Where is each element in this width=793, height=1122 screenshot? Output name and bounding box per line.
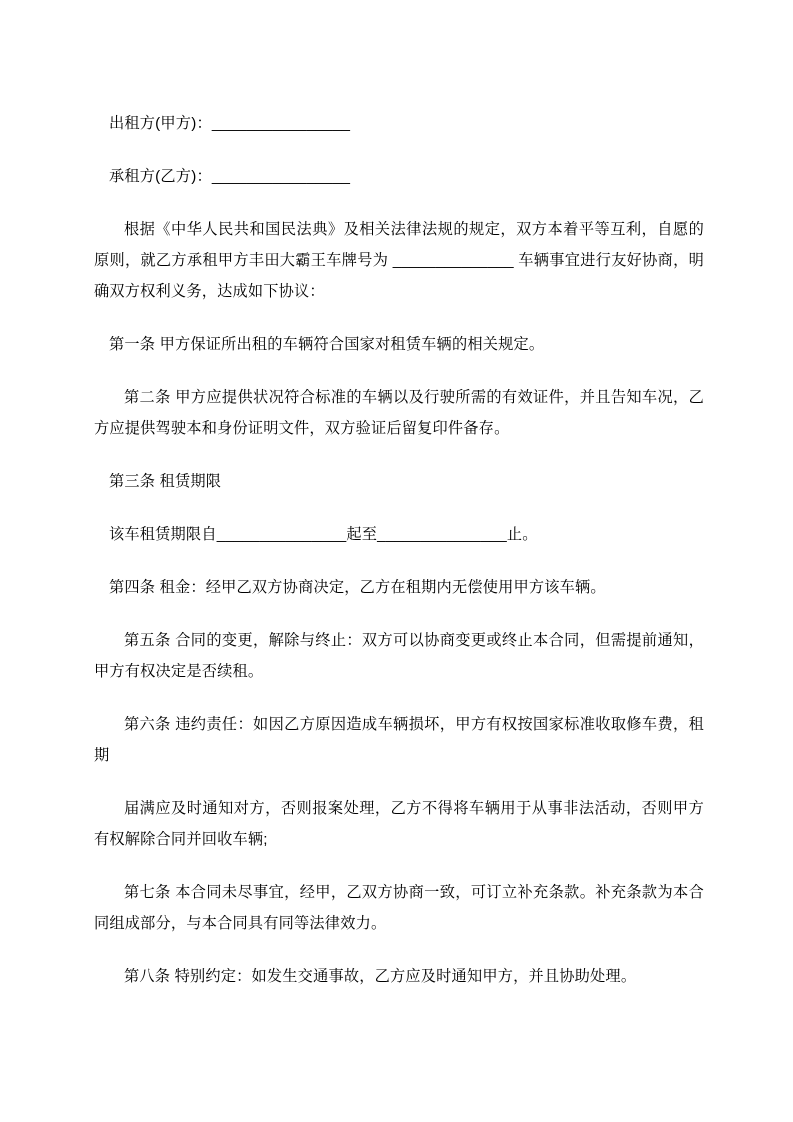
paragraph-article-4: 第四条 租金：经甲乙双方协商决定，乙方在租期内无偿使用甲方该车辆。 [109, 579, 606, 596]
paragraph-article-2: 第二条 甲方应提供状况符合标准的车辆以及行驶所需的有效证件，并且告知车况，乙方应提供驾驶本和身份证明文件，双方验证后留复印件备存。 [94, 389, 704, 437]
document-body [94, 108, 704, 1014]
paragraph-preamble: 根据《中华人民共和国民法典》及相关法律法规的规定，双方本着平等互利，自愿的原则，就乙方承租甲方丰田大霸王车牌号为 ______________ 车辆事宜进行友好协商，明确双方权利义务，达成如下协议： [94, 221, 704, 300]
paragraph-article-3-heading: 第三条 租赁期限 [109, 473, 222, 490]
paragraph-article-6-continued: 届满应及时通知对方，否则报案处理，乙方不得将车辆用于从事非法活动，否则甲方有权解除合同并回收车辆; [94, 800, 704, 848]
paragraph-article-8: 第八条 特别约定：如发生交通事故，乙方应及时通知甲方，并且协助处理。 [124, 968, 637, 985]
paragraph-article-1: 第一条 甲方保证所出租的车辆符合国家对租赁车辆的相关规定。 [109, 336, 545, 353]
paragraph-lessor: 出租方(甲方)：________________ [109, 115, 351, 132]
paragraph-article-5: 第五条 合同的变更，解除与终止：双方可以协商变更或终止本合同，但需提前通知，甲方有权决定是否续租。 [94, 632, 704, 680]
paragraph-article-6: 第六条 违约责任：如因乙方原因造成车辆损坏，甲方有权按国家标准收取修车费，租期 [94, 716, 704, 764]
paragraph-lessee: 承租方(乙方)：________________ [109, 168, 351, 185]
paragraph-article-7: 第七条 本合同未尽事宜，经甲，乙双方协商一致，可订立补充条款。补充条款为本合同组成部分，与本合同具有同等法律效力。 [94, 884, 704, 932]
paragraph-article-3-body: 该车租赁期限自_______________起至_______________止。 [109, 526, 538, 543]
